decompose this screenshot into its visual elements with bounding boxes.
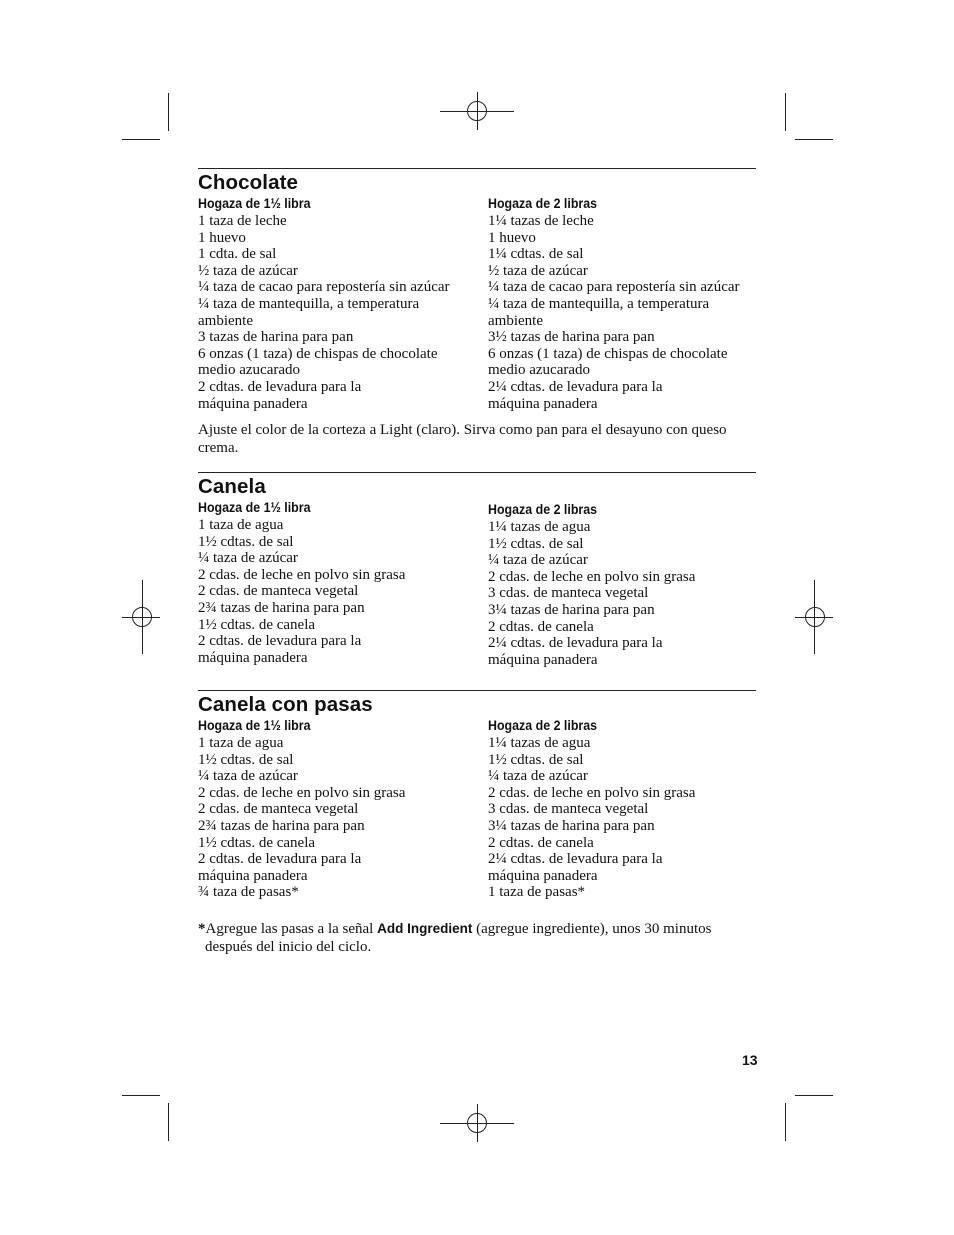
ingredients-1-5-lb (198, 195, 483, 412)
ingredient-list (198, 735, 483, 901)
ingredient-continuation: medio azucarado (198, 362, 301, 379)
ingredient-text: ¼ taza de azúcar (198, 768, 298, 785)
ingredient-text: 2 cdas. de leche en polvo sin grasa (488, 568, 696, 585)
ingredient-text: 1½ cdtas. de canela (198, 616, 316, 633)
ingredient-text: ¼ taza de cacao para repostería sin azúcar (198, 279, 450, 296)
ingredient-item (488, 536, 763, 553)
ingredient-list (488, 213, 763, 412)
ingredient-item (488, 552, 763, 569)
ingredient-text: 3¼ tazas de harina para pan (488, 601, 655, 618)
ingredient-text: ¼ taza de azúcar (488, 768, 588, 785)
loaf-size-heading: Hogaza de 2 libras (488, 718, 598, 733)
crop-mark (122, 1095, 160, 1096)
ingredient-text: ¼ taza de azúcar (198, 550, 298, 567)
recipe-canela (198, 472, 756, 683)
ingredient-item (488, 213, 763, 230)
ingredient-text: 2¾ tazas de harina para pan (198, 817, 365, 834)
ingredient-text: ½ taza de azúcar (198, 262, 298, 279)
ingredient-item (198, 346, 483, 379)
ingredient-text: 1 taza de leche (198, 213, 287, 229)
footnote-text: (agregue ingrediente), unos 30 minutos después del inicio del ciclo. (205, 921, 712, 955)
ingredient-text: 1 taza de agua (198, 517, 284, 533)
ingredient-text: ¾ taza de pasas* (198, 884, 299, 901)
ingredients-1-5-lb (198, 499, 483, 666)
ingredient-text: 2¼ cdtas. de levadura para la (488, 378, 663, 395)
ingredient-text: 1 cdta. de sal (198, 246, 277, 263)
ingredient-item (198, 567, 483, 584)
crop-mark (122, 139, 160, 140)
ingredient-item (198, 785, 483, 802)
ingredient-item (198, 617, 483, 634)
ingredient-item (198, 835, 483, 852)
ingredient-text: 1 taza de pasas* (488, 884, 586, 901)
ingredient-text: 1¼ tazas de leche (488, 213, 594, 229)
ingredient-item (488, 379, 763, 412)
ingredient-continuation: máquina panadera (488, 651, 598, 668)
ingredient-item (488, 835, 763, 852)
ingredient-text: 1 huevo (488, 229, 536, 246)
ingredient-item (198, 230, 483, 247)
ingredient-item (488, 230, 763, 247)
ingredient-item (198, 583, 483, 600)
crop-mark (795, 1095, 833, 1096)
ingredient-item (488, 279, 763, 296)
registration-line (477, 1104, 478, 1142)
ingredient-item (198, 213, 483, 230)
loaf-size-heading: Hogaza de 1½ libra (198, 196, 311, 211)
ingredient-text: 2 cdtas. de levadura para la (198, 378, 362, 395)
recipe-canela-con-pasas (198, 690, 756, 971)
ingredient-list (488, 519, 763, 668)
ingredient-text: 1½ cdtas. de sal (198, 751, 294, 768)
ingredient-text: 6 onzas (1 taza) de chispas de chocolate (488, 345, 728, 362)
ingredient-item (488, 329, 763, 346)
crop-mark (785, 93, 786, 131)
crop-mark (168, 1103, 169, 1141)
ingredients-2-lb (488, 195, 763, 412)
ingredient-text: ¼ taza de azúcar (488, 552, 588, 569)
ingredient-item (198, 534, 483, 551)
recipe-note: Ajuste el color de la corteza a Light (claro). Sirva como pan para el desayuno con queso crema. (198, 422, 727, 456)
ingredient-list (488, 735, 763, 901)
ingredient-item (198, 600, 483, 617)
ingredient-text: 2¼ cdtas. de levadura para la (488, 851, 663, 868)
ingredient-continuation: medio azucarado (488, 362, 591, 379)
ingredient-item (198, 818, 483, 835)
ingredient-item (488, 635, 763, 668)
ingredient-continuation: ambiente (198, 312, 253, 329)
ingredient-text: 1½ cdtas. de sal (198, 533, 294, 550)
ingredient-continuation: ambiente (488, 312, 543, 329)
ingredient-item (488, 585, 763, 602)
crop-mark (795, 139, 833, 140)
ingredient-text: 2¾ tazas de harina para pan (198, 599, 365, 616)
ingredient-item (198, 263, 483, 280)
ingredients-2-lb (488, 717, 763, 901)
loaf-size-heading: Hogaza de 1½ libra (198, 718, 311, 733)
ingredient-text: 1¼ tazas de agua (488, 735, 591, 751)
ingredient-continuation: máquina panadera (198, 649, 308, 666)
recipe-title: Chocolate (198, 171, 298, 194)
footnote (198, 920, 758, 956)
ingredient-text: ¼ taza de mantequilla, a temperatura (198, 295, 420, 312)
ingredient-item (198, 246, 483, 263)
ingredient-text: 2 cdas. de manteca vegetal (198, 801, 359, 818)
ingredient-text: 3 cdas. de manteca vegetal (488, 585, 649, 602)
ingredient-text: 2¼ cdtas. de levadura para la (488, 635, 663, 652)
ingredient-continuation: máquina panadera (198, 867, 308, 884)
ingredient-item (198, 851, 483, 884)
ingredient-item (198, 296, 483, 329)
ingredient-item (488, 768, 763, 785)
ingredient-item (488, 346, 763, 379)
ingredient-text: ¼ taza de cacao para repostería sin azúcar (488, 279, 740, 296)
ingredient-item (488, 263, 763, 280)
ingredient-continuation: máquina panadera (198, 395, 308, 412)
ingredient-item (488, 884, 763, 901)
registration-line (814, 580, 815, 654)
ingredient-item (198, 735, 483, 752)
ingredient-text: 2 cdtas. de levadura para la (198, 851, 362, 868)
ingredient-item (488, 619, 763, 636)
ingredient-item (198, 768, 483, 785)
ingredient-item (198, 752, 483, 769)
ingredient-item (488, 801, 763, 818)
ingredient-text: 3¼ tazas de harina para pan (488, 817, 655, 834)
ingredient-item (488, 296, 763, 329)
ingredient-item (488, 818, 763, 835)
recipe-title: Canela (198, 475, 266, 498)
loaf-size-heading: Hogaza de 2 libras (488, 502, 598, 517)
registration-line (122, 617, 160, 618)
loaf-size-heading: Hogaza de 1½ libra (198, 500, 311, 515)
ingredient-item (198, 884, 483, 901)
ingredient-text: 1 taza de agua (198, 735, 284, 751)
ingredient-text: 1¼ cdtas. de sal (488, 246, 584, 263)
ingredient-text: 2 cdas. de leche en polvo sin grasa (198, 784, 406, 801)
ingredient-item (488, 752, 763, 769)
ingredient-item (198, 633, 483, 666)
ingredient-text: 1½ cdtas. de sal (488, 751, 584, 768)
ingredient-text: 6 onzas (1 taza) de chispas de chocolate (198, 345, 438, 362)
page-number: 13 (742, 1052, 758, 1068)
ingredient-list (198, 517, 483, 666)
ingredient-item (488, 569, 763, 586)
ingredient-item (198, 379, 483, 412)
ingredient-text: 3 tazas de harina para pan (198, 329, 354, 346)
footnote-setting-name: Add Ingredient (377, 921, 473, 936)
ingredient-text: 2 cdtas. de canela (488, 834, 594, 851)
ingredient-text: 3½ tazas de harina para pan (488, 329, 655, 346)
ingredient-continuation: máquina panadera (488, 395, 598, 412)
ingredient-text: 2 cdas. de leche en polvo sin grasa (488, 784, 696, 801)
crop-mark (785, 1103, 786, 1141)
ingredient-list (198, 213, 483, 412)
ingredient-item (488, 602, 763, 619)
ingredient-text: 1½ cdtas. de sal (488, 535, 584, 552)
recipe-chocolate (198, 168, 756, 459)
ingredient-item (488, 519, 763, 536)
recipe-title: Canela con pasas (198, 693, 373, 716)
ingredient-item (488, 246, 763, 263)
ingredient-item (198, 279, 483, 296)
ingredients-2-lb (488, 501, 763, 668)
ingredient-text: 1 huevo (198, 229, 246, 246)
loaf-size-heading: Hogaza de 2 libras (488, 196, 598, 211)
ingredient-text: 2 cdtas. de canela (488, 618, 594, 635)
ingredient-text: ½ taza de azúcar (488, 262, 588, 279)
ingredient-text: 2 cdtas. de levadura para la (198, 633, 362, 650)
ingredient-item (488, 785, 763, 802)
ingredient-text: 1½ cdtas. de canela (198, 834, 316, 851)
ingredient-item (198, 550, 483, 567)
ingredient-text: 2 cdas. de manteca vegetal (198, 583, 359, 600)
ingredient-item (488, 735, 763, 752)
ingredient-text: 3 cdas. de manteca vegetal (488, 801, 649, 818)
ingredient-text: 1¼ tazas de agua (488, 519, 591, 535)
ingredient-item (198, 801, 483, 818)
footnote-text: Agregue las pasas a la señal (205, 921, 378, 937)
ingredient-item (198, 517, 483, 534)
ingredient-item (198, 329, 483, 346)
crop-mark (168, 93, 169, 131)
ingredient-text: 2 cdas. de leche en polvo sin grasa (198, 566, 406, 583)
ingredient-item (488, 851, 763, 884)
ingredient-text: ¼ taza de mantequilla, a temperatura (488, 295, 710, 312)
footnote-marker: * (198, 921, 206, 937)
ingredients-1-5-lb (198, 717, 483, 901)
registration-line (477, 92, 478, 130)
ingredient-continuation: máquina panadera (488, 867, 598, 884)
registration-line (142, 580, 143, 654)
